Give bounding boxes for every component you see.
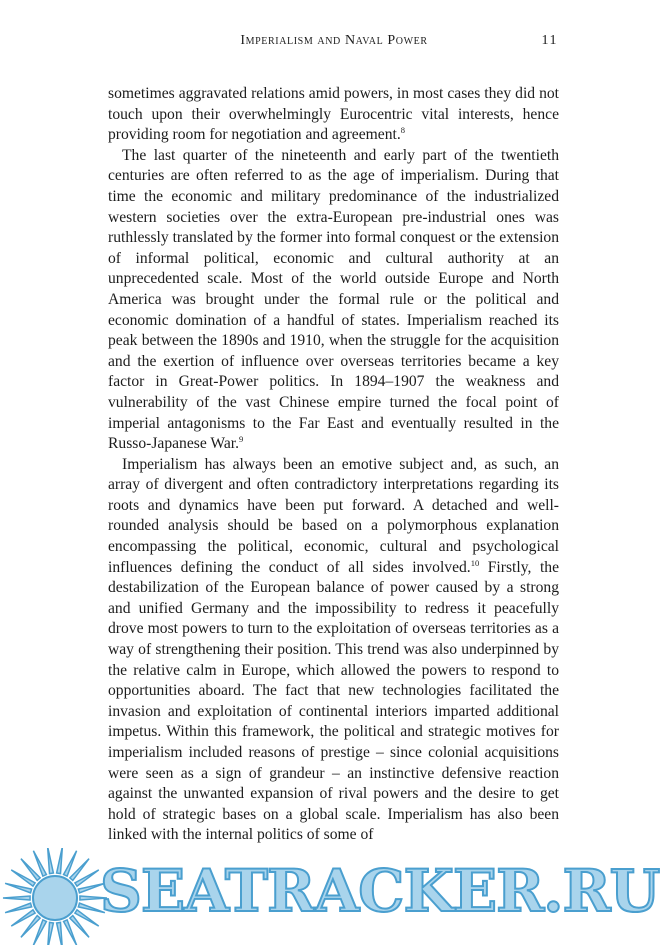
sun-ray [48, 922, 54, 945]
paragraph-2 [108, 146, 559, 455]
paragraph-1-text: sometimes aggravated relations amid powers, in most cases they did not touch upon their overwhelmingly Eurocentric vital interests, hence providing room for negotiation and agreement. [108, 85, 559, 144]
sun-ray [5, 883, 32, 893]
paragraph-3-text-after: Firstly, the destabilization of the European balance of power caused by a strong and unified Germany and the impossibility to redress it peacefully drove most powers to turn to the exploitation of overseas territories as a way of strengthening their position. This trend was also underpinned by the relative calm in Europe, which allowed the powers to respond to opportunities aboard. The fact that new technologies facilitated the invasion and exploitation of continental interiors imparted additional impetus. Within this framework, the political and strategic motives for imperialism included reasons of prestige – since colonial acquisitions were seen as a sign of grandeur – an instinctive defensive reaction against the unwanted expansion of rival powers and the desire to get hold of strategic bases on a global scale. Imperialism has also been linked with the internal politics of some of [108, 558, 559, 844]
sun-ray [57, 848, 63, 874]
paragraph-2-text: The last quarter of the nineteenth and early part of the twentieth centuries are often referred to as the age of imperialism. During that time the economic and military predominance of the industrialized western societies over the extra-European pre-industrial ones was ruthlessly translated by the former into formal conquest or the extension of informal political, economic and cultural authority at an unprecedented scale. Most of the world outside Europe and North America was brought under the formal rule or the political and economic domination of a handful of states. Imperialism reached its peak between the 1890s and 1910, when the struggle for the acquisition and the exertion of influence over overseas territories became a key factor in Great-Power politics. In 1894–1907 the weakness and vulnerability of the vast Chinese empire turned the focal point of imperial antagonisms to the Far East and eventually resulted in the Russo-Japanese War. [108, 146, 559, 453]
running-title: Imperialism and Naval Power [240, 33, 428, 48]
footnote-ref-8[interactable]: 8 [400, 125, 405, 136]
paragraph-3-text-before: Imperialism has always been an emotive subject and, as such, an array of divergent and often contradictory interpretations regarding its roots and dynamics have been put forward. A detached and well-rounded analysis should be based on a polymorphous explanation encompassing the political, economic, cultural and psychological influences defining the conduct of all sides involved. [108, 455, 559, 576]
footnote-ref-10[interactable]: 10 [470, 557, 480, 568]
sun-ray [5, 903, 32, 913]
sun-ray [57, 922, 63, 945]
sun-icon [0, 848, 114, 945]
running-header [110, 33, 558, 53]
watermark-text: SEATRACKER.RU [100, 857, 660, 925]
page-number: 11 [541, 33, 558, 48]
watermark [0, 848, 667, 945]
footnote-ref-9[interactable]: 9 [238, 434, 244, 445]
paragraph-1 [108, 84, 559, 146]
paragraph-3 [108, 455, 559, 846]
body-text [108, 84, 559, 846]
sun-ray [48, 848, 54, 874]
sun-ray [3, 896, 30, 900]
